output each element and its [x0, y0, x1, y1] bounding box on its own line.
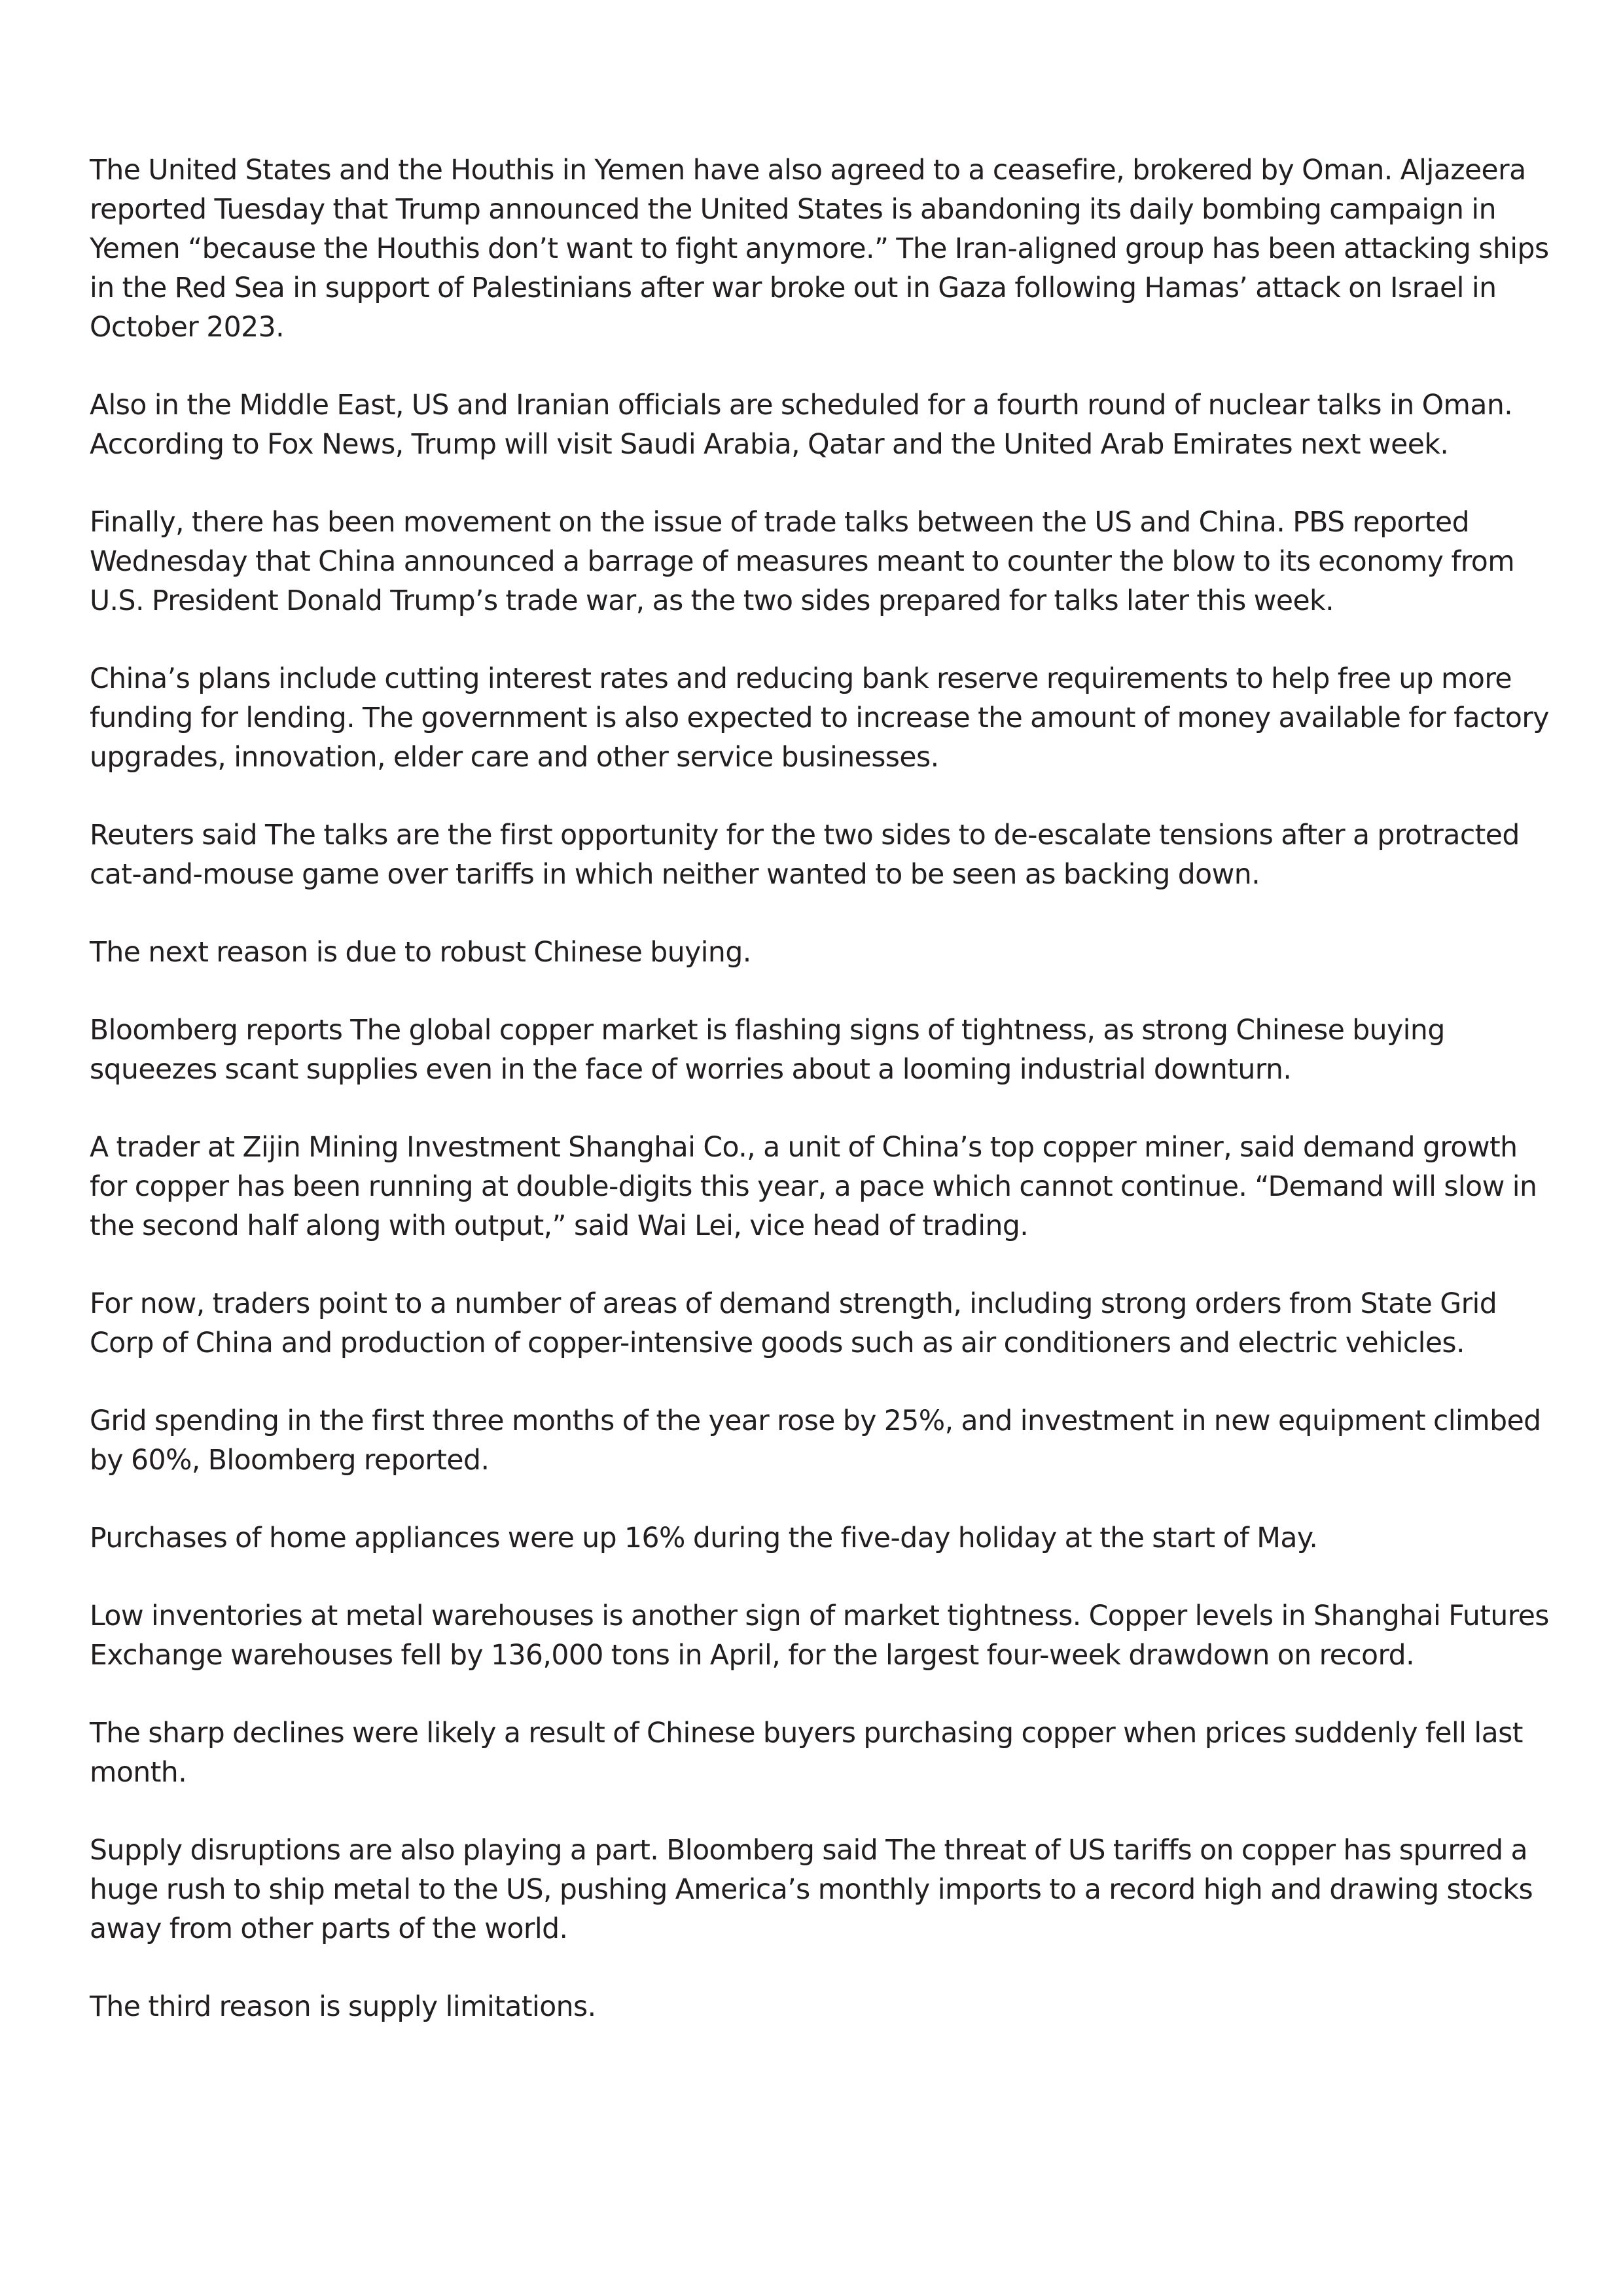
paragraph-reuters-tariffs: Reuters said The talks are the first opportunity for the two sides to de-escalate tensions after a protracted cat-and-mouse game over tariffs in which neither wanted to be seen as backing down.	[90, 819, 1520, 891]
paragraph-chinese-buying-reason: The next reason is due to robust Chinese buying.	[90, 937, 751, 969]
paragraph-sharp-declines: The sharp declines were likely a result of Chinese buyers purchasing copper when prices suddenly fell last month.	[90, 1717, 1523, 1789]
paragraph-home-appliances: Purchases of home appliances were up 16% during the five-day holiday at the start of May.	[90, 1522, 1318, 1554]
paragraph-supply-disruptions: Supply disruptions are also playing a part. Bloomberg said The threat of US tariffs on copper has spurred a huge rush to ship metal to the US, pushing America’s monthly imports to a record high and drawing stocks away from other parts of the world.	[90, 1835, 1533, 1945]
paragraph-iran-nuclear-talks: Also in the Middle East, US and Iranian officials are scheduled for a fourth round of nuclear talks in Oman. According to Fox News, Trump will visit Saudi Arabia, Qatar and the United Arab Emirates next week.	[90, 389, 1513, 461]
paragraph-zijin-trader: A trader at Zijin Mining Investment Shanghai Co., a unit of China’s top copper miner, said demand growth for copper has been running at double-digits this year, a pace which cannot continue. “Demand will slow in the second half along with output,” said Wai Lei, vice head of trading.	[90, 1132, 1537, 1242]
paragraph-houthi-ceasefire: The United States and the Houthis in Yemen have also agreed to a ceasefire, brokered by Oman. Aljazeera reported Tuesday that Trump announced the United States is abandoning its daily bombing campaign in Yemen “because the Houthis don’t want to fight anymore.” The Iran-aligned group has been attacking ships in the Red Sea in support of Palestinians after war broke out in Gaza following Hamas’ attack on Israel in October 2023.	[90, 154, 1549, 344]
paragraph-grid-spending: Grid spending in the first three months of the year rose by 25%, and investment in new equipment climbed by 60%, Bloomberg reported.	[90, 1405, 1541, 1477]
article-body	[90, 151, 1558, 2027]
paragraph-supply-limitations: The third reason is supply limitations.	[90, 1991, 596, 2023]
paragraph-demand-strength: For now, traders point to a number of areas of demand strength, including strong orders from State Grid Corp of China and production of copper-intensive goods such as air conditioners and electric vehicles.	[90, 1288, 1497, 1359]
paragraph-low-inventories: Low inventories at metal warehouses is another sign of market tightness. Copper levels in Shanghai Futures Exchange warehouses fell by 136,000 tons in April, for the largest four-week drawdown on record.	[90, 1600, 1549, 1672]
paragraph-china-stimulus-plans: China’s plans include cutting interest rates and reducing bank reserve requirements to help free up more funding for lending. The government is also expected to increase the amount of money available for factory upgrades, innovation, elder care and other service businesses.	[90, 663, 1549, 774]
paragraph-us-china-trade-talks: Finally, there has been movement on the issue of trade talks between the US and China. PBS reported Wednesday that China announced a barrage of measures meant to counter the blow to its economy from U.S. President Donald Trump’s trade war, as the two sides prepared for talks later this week.	[90, 507, 1515, 617]
paragraph-bloomberg-copper-tightness: Bloomberg reports The global copper market is flashing signs of tightness, as strong Chinese buying squeezes scant supplies even in the face of worries about a looming industrial downturn.	[90, 1014, 1445, 1086]
